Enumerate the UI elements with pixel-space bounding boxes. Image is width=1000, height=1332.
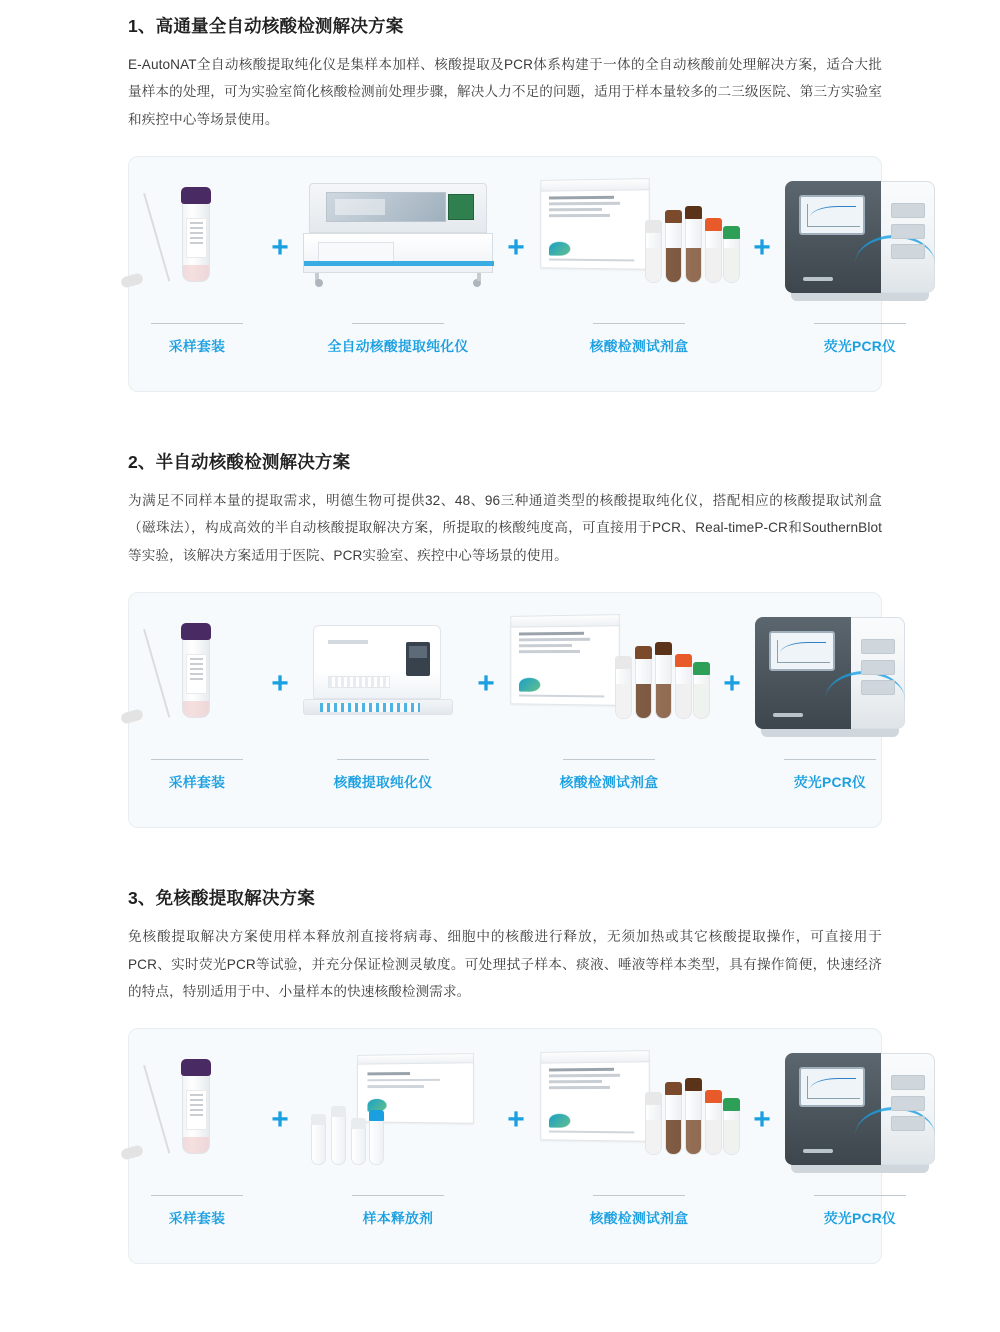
fluorescent-pcr-instrument-icon — [785, 1053, 935, 1169]
workflow-diagram-3 — [128, 1028, 897, 1264]
swab-icon — [137, 615, 257, 735]
workflow-step-sampling-kit — [137, 593, 257, 827]
step-caption: 荧光PCR仪 — [824, 323, 896, 355]
step-caption: 采样套装 — [169, 1195, 225, 1227]
workflow-step-bench-extractor — [303, 593, 463, 827]
automatic-extraction-instrument-icon — [303, 183, 493, 295]
sampling-kit-illustration — [137, 173, 257, 305]
plus-icon: + — [271, 1103, 289, 1137]
fluorescent-pcr-instrument-icon — [755, 617, 905, 733]
plus-icon: + — [723, 667, 741, 701]
swab-icon — [137, 1051, 257, 1171]
section-title: 1、高通量全自动核酸检测解决方案 — [128, 16, 404, 36]
sample-release-reagent-icon — [303, 1051, 493, 1171]
reagent-kit-icon — [539, 179, 739, 299]
sampling-kit-illustration — [137, 609, 257, 741]
step-caption: 荧光PCR仪 — [794, 759, 866, 791]
workflow-step-detection-kit — [539, 157, 739, 391]
plus-icon: + — [271, 667, 289, 701]
solution-section-2 — [0, 392, 1000, 828]
step-caption: 采样套装 — [169, 759, 225, 791]
step-caption: 样本释放剂 — [363, 1195, 433, 1227]
workflow-step-sampling-kit — [137, 1029, 257, 1263]
step-caption: 核酸提取纯化仪 — [334, 759, 433, 791]
sampling-kit-illustration — [137, 1045, 257, 1177]
detection-kit-illustration — [539, 1045, 739, 1177]
fluorescent-pcr-instrument-icon — [785, 181, 935, 297]
detection-kit-illustration — [539, 173, 739, 305]
sample-tube-icon — [181, 1059, 211, 1155]
workflow-diagram-1 — [128, 156, 897, 392]
pcr-instrument-illustration — [785, 173, 935, 305]
detection-kit-illustration — [509, 609, 709, 741]
sample-tube-icon — [181, 623, 211, 719]
workflow-diagram-2 — [128, 592, 882, 828]
step-caption: 核酸检测试剂盒 — [560, 759, 659, 791]
release-reagent-illustration — [303, 1045, 493, 1177]
step-caption: 采样套装 — [169, 323, 225, 355]
pcr-instrument-illustration — [785, 1045, 935, 1177]
workflow-step-pcr-instrument — [755, 593, 905, 827]
plus-icon: + — [507, 1103, 525, 1137]
step-caption: 核酸检测试剂盒 — [590, 1195, 689, 1227]
section-description: 免核酸提取解决方案使用样本释放剂直接将病毒、细胞中的核酸进行释放，无须加热或其它核酸提取操作，可直接用于PCR、实时荧光PCR等试验，并充分保证检测灵敏度。可处理拭子样本、痰液、唾液等样本类型，具有操作简便，快速经济的特点，特别适用于中、小量样本的快速核酸检测需求。 — [128, 928, 882, 1000]
workflow-step-detection-kit — [509, 593, 709, 827]
workflow-step-pcr-instrument — [785, 157, 935, 391]
plus-icon: + — [507, 231, 525, 265]
bench-extractor-illustration — [303, 609, 463, 741]
plus-icon: + — [753, 231, 771, 265]
plus-icon: + — [753, 1103, 771, 1137]
solution-section-3 — [0, 828, 1000, 1264]
solution-section-1 — [0, 0, 1000, 392]
section-description: 为满足不同样本量的提取需求，明德生物可提供32、48、96三种通道类型的核酸提取纯化仪，搭配相应的核酸提取试剂盒（磁珠法），构成高效的半自动核酸提取解决方案，所提取的核酸纯度高，可直接用于PCR、Real-timeP-CR和SouthernBlot等实验，该解决方案适用于医院、PCR实验室、疾控中心等场景的使用。 — [128, 492, 882, 564]
workflow-step-detection-kit — [539, 1029, 739, 1263]
plus-icon: + — [477, 667, 495, 701]
workflow-step-release-reagent — [303, 1029, 493, 1263]
step-caption: 荧光PCR仪 — [824, 1195, 896, 1227]
auto-extractor-illustration — [303, 173, 493, 305]
pcr-instrument-illustration — [755, 609, 905, 741]
step-caption: 核酸检测试剂盒 — [590, 323, 689, 355]
workflow-step-pcr-instrument — [785, 1029, 935, 1263]
section-title: 2、半自动核酸检测解决方案 — [128, 452, 351, 473]
swab-icon — [137, 179, 257, 299]
nucleic-acid-extraction-instrument-icon — [303, 621, 463, 729]
section-title: 3、免核酸提取解决方案 — [128, 888, 315, 909]
workflow-step-sampling-kit — [137, 157, 257, 391]
reagent-kit-icon — [509, 615, 709, 735]
section-description: E-AutoNAT全自动核酸提取纯化仪是集样本加样、核酸提取及PCR体系构建于一体的全自动核酸前处理解决方案，适合大批量样本的处理，可为实验室简化核酸检测前处理步骤，解决人力不足的问题，适用于样本量较多的二三级医院、第三方实验室和疾控中心等场景使用。 — [128, 56, 882, 128]
reagent-kit-icon — [539, 1051, 739, 1171]
sample-tube-icon — [181, 187, 211, 283]
workflow-step-auto-extractor — [303, 157, 493, 391]
plus-icon: + — [271, 231, 289, 265]
step-caption: 全自动核酸提取纯化仪 — [328, 323, 469, 355]
